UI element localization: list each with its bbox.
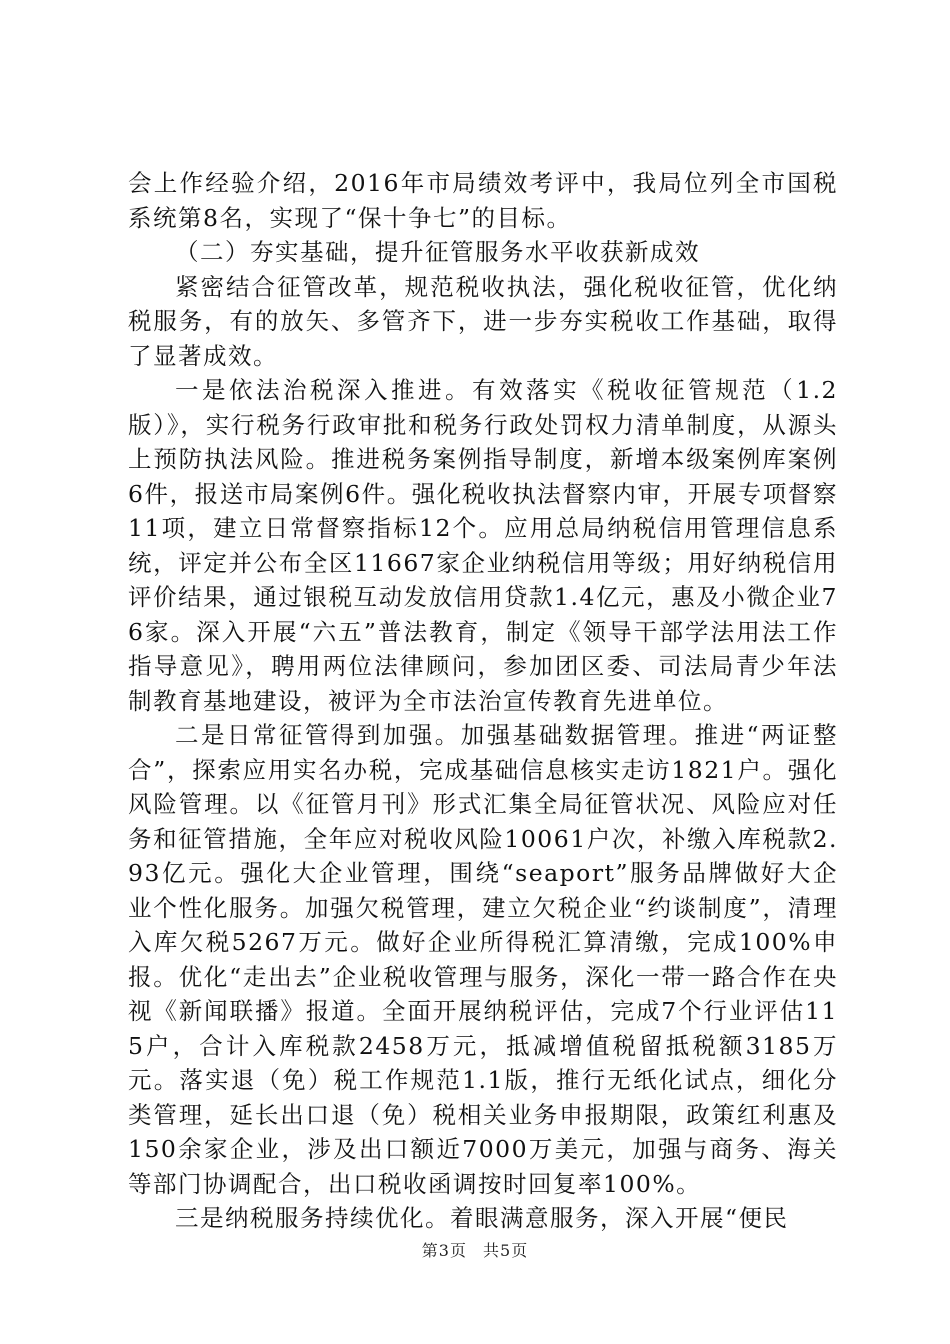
paragraph-taxpayer-service: 三是纳税服务持续优化。着眼满意服务，深入开展“便民 bbox=[175, 1204, 789, 1232]
document-body bbox=[128, 166, 838, 1236]
page-number: 第3页 bbox=[421, 1241, 467, 1260]
paragraph-daily-management: 二是日常征管得到加强。加强基础数据管理。推进“两证整合”，探索应用实名办税，完成基础信息核实走访1821户。强化风险管理。以《征管月刊》形式汇集全局征管状况、风险应对任务和征管措施，全年应对税收风险10061户次，补缴入库税款2.93亿元。强化大企业管理，围绕“seaport”服务品牌做好大企业个性化服务。加强欠税管理，建立欠税企业“约谈制度”，清理入库欠税5267万元。做好企业所得税汇算清缴，完成100%申报。优化“走出去”企业税收管理与服务，深化一带一路合作在央视《新闻联播》报道。全面开展纳税评估，完成7个行业评估115户，合计入库税款2458万元，抵减增值税留抵税额3185万元。落实退（免）税工作规范1.1版，推行无纸化试点，细化分类管理，延长出口退（免）税相关业务申报期限，政策红利惠及150余家企业，涉及出口额近7000万美元，加强与商务、海关等部门协调配合，出口税收函调按时回复率100%。 bbox=[128, 721, 838, 1198]
section-heading: （二）夯实基础，提升征管服务水平收获新成效 bbox=[175, 238, 700, 266]
paragraph-continuation: 会上作经验介绍，2016年市局绩效考评中，我局位列全市国税系统第8名，实现了“保十争七”的目标。 bbox=[128, 169, 838, 232]
page-footer bbox=[0, 1238, 950, 1261]
page-total: 共5页 bbox=[483, 1241, 529, 1260]
paragraph-intro: 紧密结合征管改革，规范税收执法，强化税收征管，优化纳税服务，有的放矢、多管齐下，进一步夯实税收工作基础，取得了显著成效。 bbox=[128, 272, 838, 370]
paragraph-rule-of-law: 一是依法治税深入推进。有效落实《税收征管规范（1.2版）》，实行税务行政审批和税务行政处罚权力清单制度，从源头上预防执法风险。推进税务案例指导制度，新增本级案例库案例6件，报送市局案例6件。强化税收执法督察内审，开展专项督察11项，建立日常督察指标12个。应用总局纳税信用管理信息系统，评定并公布全区11667家企业纳税信用等级；用好纳税信用评价结果，通过银税互动发放信用贷款1.4亿元，惠及小微企业76家。深入开展“六五”普法教育，制定《领导干部学法用法工作指导意见》，聘用两位法律顾问，参加团区委、司法局青少年法制教育基地建设，被评为全市法治宣传教育先进单位。 bbox=[128, 376, 838, 715]
